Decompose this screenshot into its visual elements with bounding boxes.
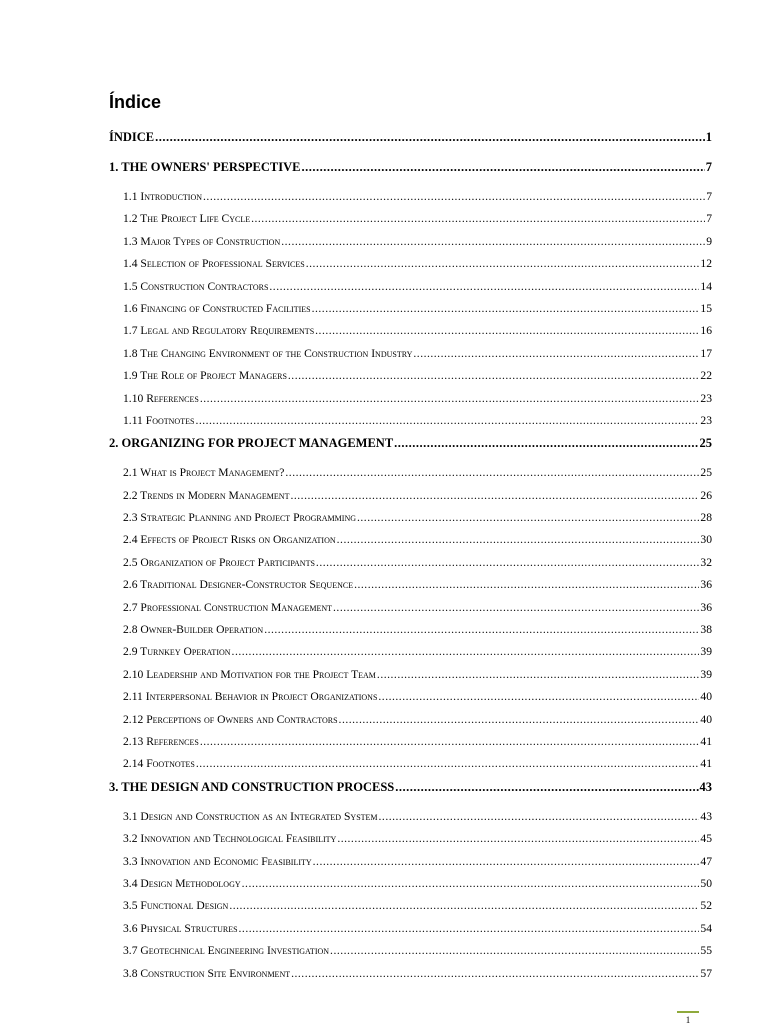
dot-leader	[357, 507, 699, 529]
toc-entry-title: ÍNDICE	[109, 130, 155, 144]
toc-entry-page: 41	[700, 734, 712, 748]
dot-leader	[333, 597, 699, 619]
toc-entry[interactable]	[109, 552, 712, 574]
dot-leader	[316, 552, 699, 574]
toc-entry-title: 2.3 Strategic Planning and Project Programming	[123, 511, 356, 525]
toc-entry[interactable]	[109, 963, 712, 985]
toc-entry[interactable]	[109, 574, 712, 596]
dot-leader	[200, 388, 700, 410]
toc-entry-page: 50	[700, 876, 712, 890]
toc-entry[interactable]	[109, 597, 712, 619]
dot-leader	[239, 918, 700, 940]
toc-entry[interactable]	[109, 231, 712, 253]
dot-leader	[339, 709, 700, 731]
toc-entry-title: 2.1 What is Project Management?	[123, 466, 285, 480]
toc-entry-page: 23	[700, 391, 712, 405]
toc-entry-page: 22	[700, 369, 712, 383]
table-of-contents	[109, 126, 712, 985]
dot-leader	[195, 410, 699, 432]
toc-entry[interactable]	[109, 776, 712, 806]
toc-entry-page: 9	[706, 234, 712, 248]
toc-entry[interactable]	[109, 186, 712, 208]
toc-entry-page: 14	[700, 279, 712, 293]
dot-leader	[281, 231, 705, 253]
toc-entry-page: 7	[706, 190, 712, 203]
toc-entry-page: 28	[700, 511, 712, 525]
toc-entry-page: 39	[700, 645, 712, 659]
toc-entry-page: 55	[700, 944, 712, 958]
toc-entry-page: 45	[700, 832, 712, 846]
toc-entry-title: 3.1 Design and Construction as an Integrated System	[123, 809, 378, 823]
dot-leader	[285, 462, 699, 484]
dot-leader	[269, 276, 699, 298]
toc-entry-page: 54	[700, 921, 712, 935]
toc-entry-title: 1. THE OWNERS' PERSPECTIVE	[109, 160, 301, 174]
toc-entry-page: 43	[699, 779, 712, 794]
toc-entry[interactable]	[109, 388, 712, 410]
toc-entry-title: 3.6 Physical Structures	[123, 921, 238, 935]
toc-entry-page: 32	[700, 555, 712, 569]
toc-entry-title: 2.5 Organization of Project Participants	[123, 555, 315, 569]
dot-leader	[291, 963, 699, 985]
toc-entry-title: 1.3 Major Types of Construction	[123, 234, 281, 248]
toc-entry-title: 2.9 Turnkey Operation	[123, 645, 231, 659]
dot-leader	[337, 828, 699, 850]
toc-entry[interactable]	[109, 851, 712, 873]
toc-entry-title: 1.4 Selection of Professional Services	[123, 257, 305, 271]
toc-entry-title: 1.11 Footnotes	[123, 413, 195, 427]
toc-entry-page: 47	[700, 854, 712, 868]
toc-entry-title: 3.8 Construction Site Environment	[123, 966, 291, 980]
toc-entry-title: 3.3 Innovation and Economic Feasibility	[123, 854, 312, 868]
toc-entry[interactable]	[109, 619, 712, 641]
footer-rule	[677, 1011, 699, 1013]
toc-entry-page: 7	[706, 212, 712, 226]
toc-entry[interactable]	[109, 365, 712, 387]
toc-entry[interactable]	[109, 320, 712, 342]
toc-entry[interactable]	[109, 709, 712, 731]
toc-entry-title: 2.12 Perceptions of Owners and Contractors	[123, 712, 338, 726]
toc-entry[interactable]	[109, 208, 712, 230]
toc-entry-title: 2.6 Traditional Designer-Constructor Sequence	[123, 578, 354, 592]
dot-leader	[242, 873, 700, 895]
toc-entry-page: 25	[700, 466, 712, 480]
toc-entry[interactable]	[109, 343, 712, 365]
toc-entry-title: 1.7 Legal and Regulatory Requirements	[123, 324, 315, 338]
dot-leader	[394, 432, 698, 454]
toc-entry[interactable]	[109, 529, 712, 551]
toc-entry[interactable]	[109, 918, 712, 940]
dot-leader	[288, 365, 700, 387]
dot-leader	[264, 619, 699, 641]
dot-leader	[313, 851, 700, 873]
toc-entry[interactable]	[109, 507, 712, 529]
toc-entry-title: 2.13 References	[123, 734, 199, 748]
toc-entry-page: 52	[700, 899, 712, 913]
dot-leader	[377, 664, 699, 686]
toc-entry-page: 25	[699, 436, 712, 451]
toc-entry-page: 12	[700, 257, 712, 271]
toc-entry[interactable]	[109, 156, 712, 186]
toc-entry-page: 26	[700, 488, 712, 502]
toc-entry-title: 1.5 Construction Contractors	[123, 279, 269, 293]
toc-entry-page: 40	[700, 712, 712, 726]
toc-entry-title: 2.2 Trends in Modern Management	[123, 488, 290, 502]
toc-entry-page: 1	[705, 130, 712, 144]
toc-entry-title: 1.2 The Project Life Cycle	[123, 212, 251, 226]
dot-leader	[306, 253, 700, 275]
toc-entry-title: 1.10 References	[123, 391, 199, 405]
toc-entry-title: 2.10 Leadership and Motivation for the Project Team	[123, 667, 376, 681]
dot-leader	[203, 186, 705, 208]
dot-leader	[155, 126, 705, 148]
toc-entry[interactable]	[109, 410, 712, 432]
toc-entry-page: 30	[700, 533, 712, 547]
toc-entry-title: 2.11 Interpersonal Behavior in Project Organizations	[123, 690, 378, 704]
toc-entry[interactable]	[109, 664, 712, 686]
toc-entry[interactable]	[109, 432, 712, 462]
dot-leader	[330, 940, 699, 962]
toc-entry-title: 2. ORGANIZING FOR PROJECT MANAGEMENT	[109, 436, 394, 451]
toc-entry-title: 2.7 Professional Construction Management	[123, 600, 333, 614]
dot-leader	[395, 776, 698, 798]
toc-entry-title: 3.2 Innovation and Technological Feasibility	[123, 832, 337, 846]
toc-entry-page: 17	[700, 346, 712, 360]
toc-entry-title: 2.14 Footnotes	[123, 757, 195, 771]
toc-entry-page: 15	[700, 301, 712, 315]
toc-entry-title: 2.8 Owner-Builder Operation	[123, 623, 264, 637]
toc-entry-title: 3.7 Geotechnical Engineering Investigation	[123, 944, 330, 958]
dot-leader	[251, 208, 705, 230]
dot-leader	[354, 574, 699, 596]
toc-entry[interactable]	[109, 753, 712, 775]
toc-entry-page: 43	[700, 809, 712, 823]
toc-entry-title: 3.4 Design Methodology	[123, 876, 241, 890]
toc-entry-title: 1.1 Introduction	[123, 190, 203, 203]
dot-leader	[312, 298, 700, 320]
toc-entry[interactable]	[109, 276, 712, 298]
toc-entry-page: 40	[700, 690, 712, 704]
toc-entry[interactable]	[109, 462, 712, 484]
toc-entry-page: 57	[700, 966, 712, 980]
toc-entry[interactable]	[109, 253, 712, 275]
toc-entry[interactable]	[109, 806, 712, 828]
toc-entry[interactable]	[109, 940, 712, 962]
toc-entry-title: 3.5 Functional Design	[123, 899, 229, 913]
toc-entry[interactable]	[109, 485, 712, 507]
toc-entry[interactable]	[109, 686, 712, 708]
page-title: Índice	[109, 92, 162, 112]
dot-leader	[229, 895, 699, 917]
toc-entry[interactable]	[109, 126, 712, 156]
toc-entry-title: 1.9 The Role of Project Managers	[123, 369, 287, 383]
dot-leader	[301, 156, 704, 178]
dot-leader	[413, 343, 699, 365]
toc-entry-title: 1.6 Financing of Constructed Facilities	[123, 301, 311, 315]
dot-leader	[196, 753, 700, 775]
page-number: 1	[685, 1015, 691, 1025]
toc-entry-title: 3. THE DESIGN AND CONSTRUCTION PROCESS	[109, 779, 395, 794]
dot-leader	[200, 731, 700, 753]
dot-leader	[378, 686, 699, 708]
dot-leader	[337, 529, 700, 551]
toc-entry[interactable]	[109, 641, 712, 663]
toc-entry-title: 1.8 The Changing Environment of the Construction Industry	[123, 346, 413, 360]
dot-leader	[315, 320, 699, 342]
toc-entry[interactable]	[109, 828, 712, 850]
toc-entry-page: 16	[700, 324, 712, 338]
toc-entry-page: 41	[700, 757, 712, 771]
toc-entry[interactable]	[109, 731, 712, 753]
toc-entry-title: 2.4 Effects of Project Risks on Organization	[123, 533, 336, 547]
toc-entry-page: 7	[705, 160, 712, 174]
toc-entry[interactable]	[109, 873, 712, 895]
dot-leader	[232, 641, 700, 663]
toc-entry-page: 39	[700, 667, 712, 681]
toc-entry-page: 36	[700, 578, 712, 592]
toc-entry-page: 23	[700, 413, 712, 427]
dot-leader	[290, 485, 699, 507]
dot-leader	[379, 806, 700, 828]
toc-entry[interactable]	[109, 895, 712, 917]
toc-entry[interactable]	[109, 298, 712, 320]
toc-entry-page: 38	[700, 623, 712, 637]
toc-entry-page: 36	[700, 600, 712, 614]
